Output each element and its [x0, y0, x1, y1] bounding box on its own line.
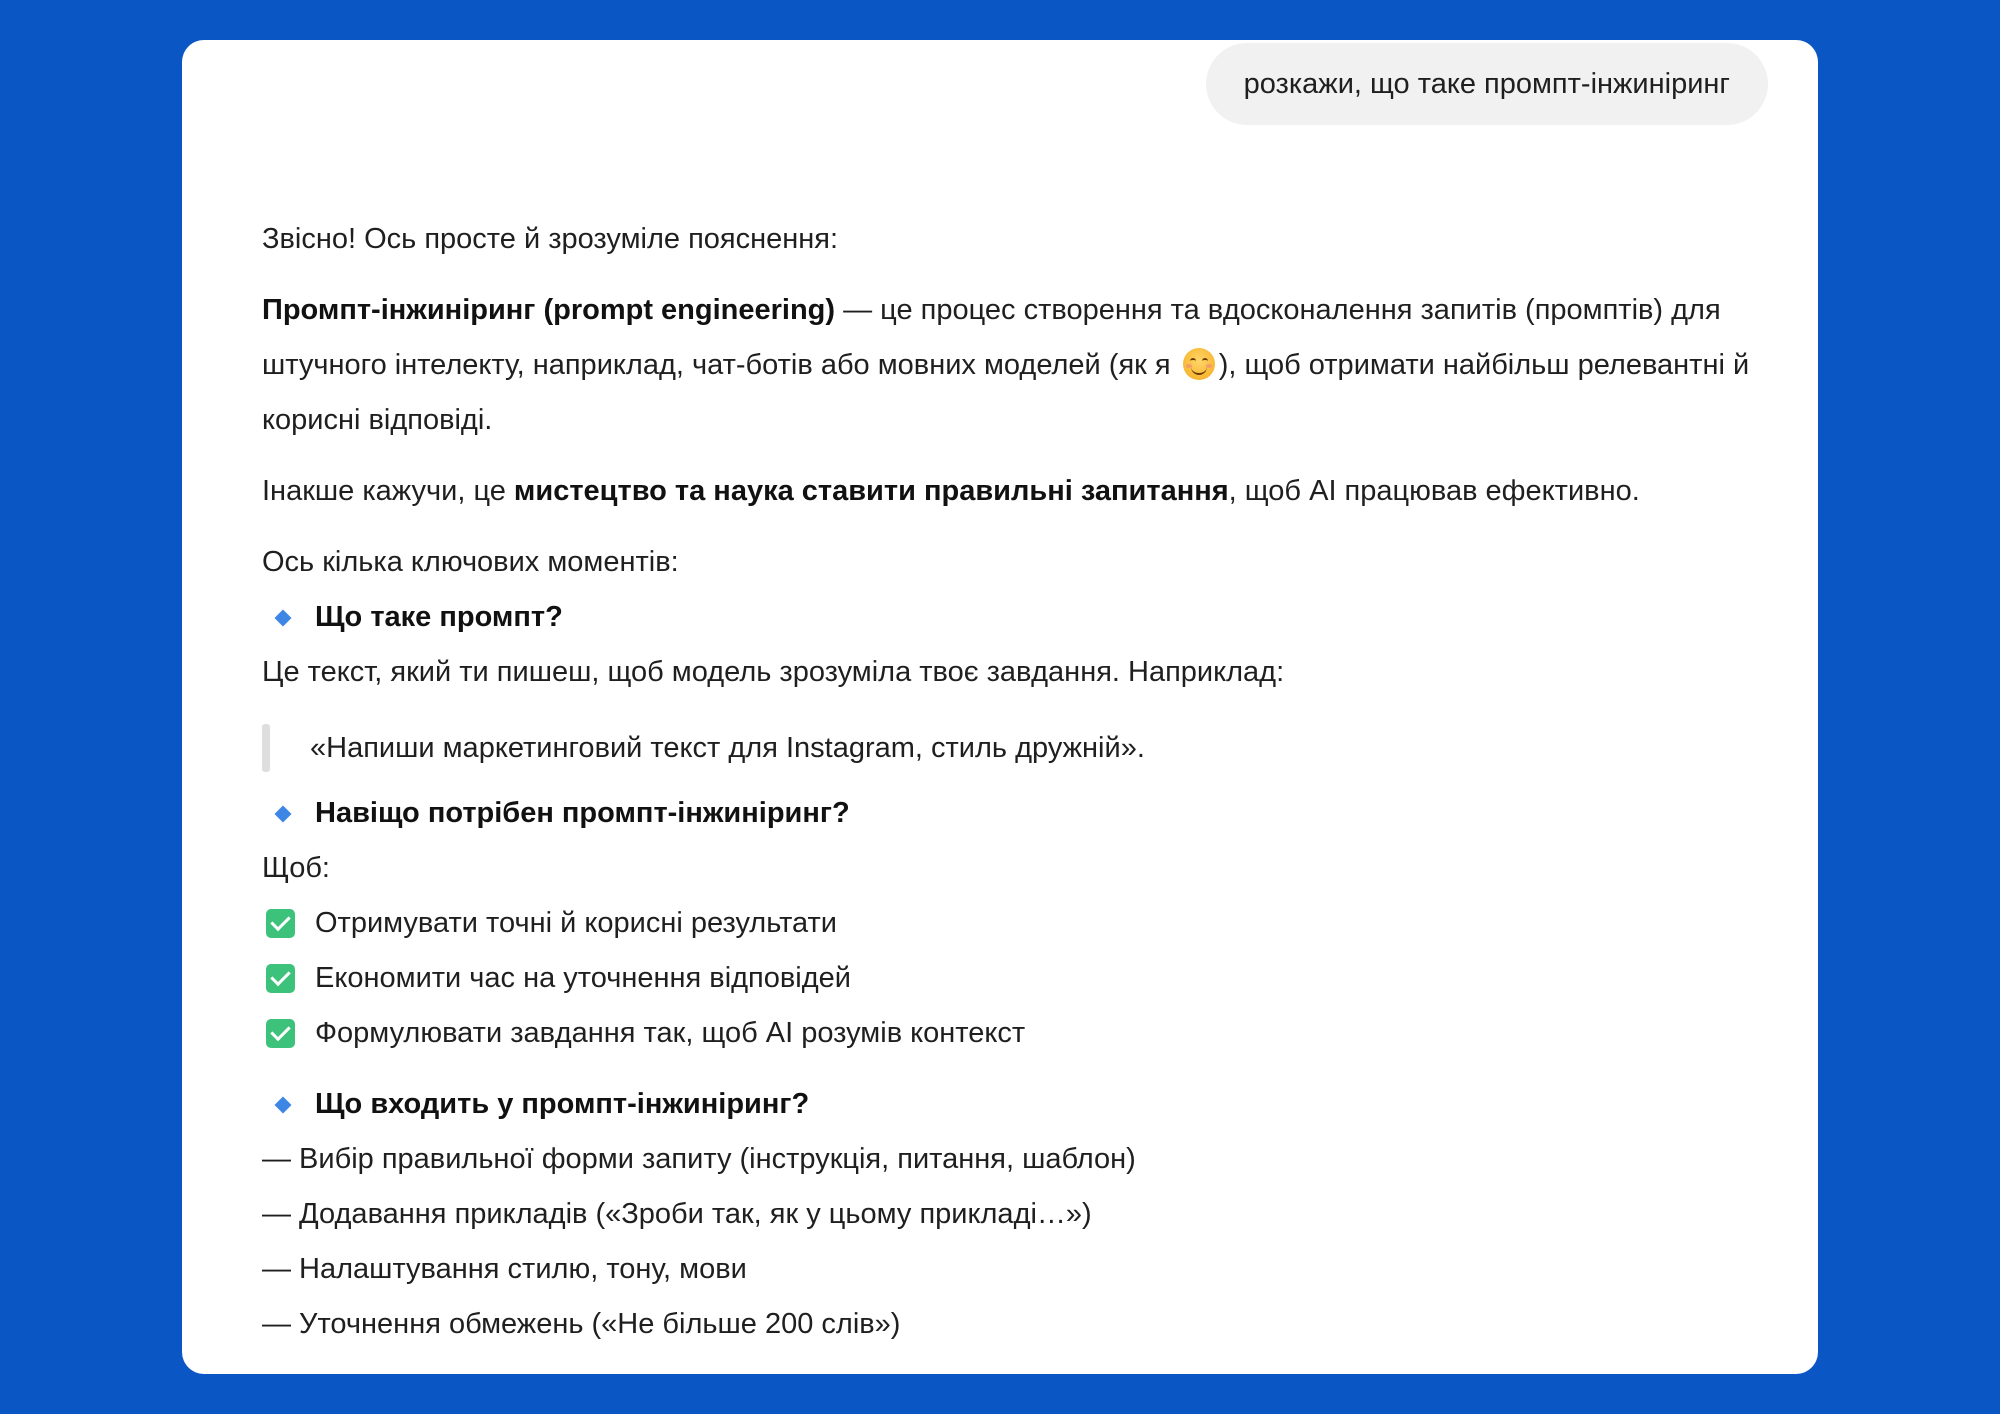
section-heading-text: Що таке промпт? [315, 601, 563, 633]
quote-text: «Напиши маркетинговий текст для Instagram, стиль дружній». [310, 732, 1145, 764]
definition-text-part1: — це процес створення та вдосконалення запитів (промптів) для штучного інтелекту, наприклад, чат-ботів або мовних моделей (як я [262, 294, 1721, 381]
quote-bar [262, 724, 270, 772]
section-heading-why-needed [262, 786, 1772, 841]
otherwise-paragraph [262, 464, 1772, 519]
otherwise-pre: Інакше кажучи, це [262, 475, 514, 507]
list-item-text: Економити час на уточнення відповідей [315, 962, 851, 994]
intro-text: Звісно! Ось просте й зрозуміле пояснення: [262, 223, 839, 255]
section-heading-text: Що входить у промпт-інжиніринг? [315, 1088, 810, 1120]
blue-diamond-icon [275, 1097, 292, 1114]
list-item [262, 896, 1772, 951]
list-item: — Уточнення обмежень («Не більше 200 слів») [262, 1308, 901, 1340]
assistant-response [262, 212, 1772, 1352]
chat-panel [182, 40, 1818, 1374]
list-item: — Додавання прикладів («Зроби так, як у цьому прикладі…») [262, 1198, 1092, 1230]
otherwise-bold: мистецтво та наука ставити правильні запитання [513, 475, 1229, 507]
example-quote [262, 724, 1772, 772]
check-mark-button-icon [266, 909, 295, 938]
list-item-text: Отримувати точні й корисні результати [315, 907, 837, 939]
section-heading-what-included [262, 1077, 1772, 1132]
section-heading-text: Навіщо потрібен промпт-інжиніринг? [315, 797, 850, 829]
section2-intro: Щоб: [262, 852, 330, 884]
smiling-face-icon [1183, 348, 1215, 380]
user-message-bubble [1206, 43, 1768, 125]
check-mark-button-icon [266, 964, 295, 993]
section1-text: Це текст, який ти пишеш, щоб модель зрозуміла твоє завдання. Наприклад: [262, 656, 1285, 688]
otherwise-post: , щоб AI працював ефективно. [1228, 475, 1640, 507]
definition-paragraph [262, 283, 1772, 448]
blue-diamond-icon [275, 806, 292, 823]
list-item: — Налаштування стилю, тону, мови [262, 1253, 747, 1285]
section-heading-what-is-prompt [262, 590, 1772, 645]
list-item-text: Формулювати завдання так, щоб AI розумів контекст [315, 1017, 1026, 1049]
blue-diamond-icon [275, 610, 292, 627]
definition-text-part2: ), щоб отримати найбільш релевантні й корисні відповіді. [262, 349, 1750, 436]
list-item [262, 1006, 1772, 1061]
definition-term: Промпт-інжиніринг (prompt engineering) [262, 294, 836, 326]
key-points-intro: Ось кілька ключових моментів: [262, 546, 679, 578]
user-message-text: розкажи, що таке промпт-інжиніринг [1243, 68, 1730, 100]
list-item [262, 951, 1772, 1006]
check-mark-button-icon [266, 1019, 295, 1048]
list-item: — Вибір правильної форми запиту (інструкція, питання, шаблон) [262, 1143, 1136, 1175]
